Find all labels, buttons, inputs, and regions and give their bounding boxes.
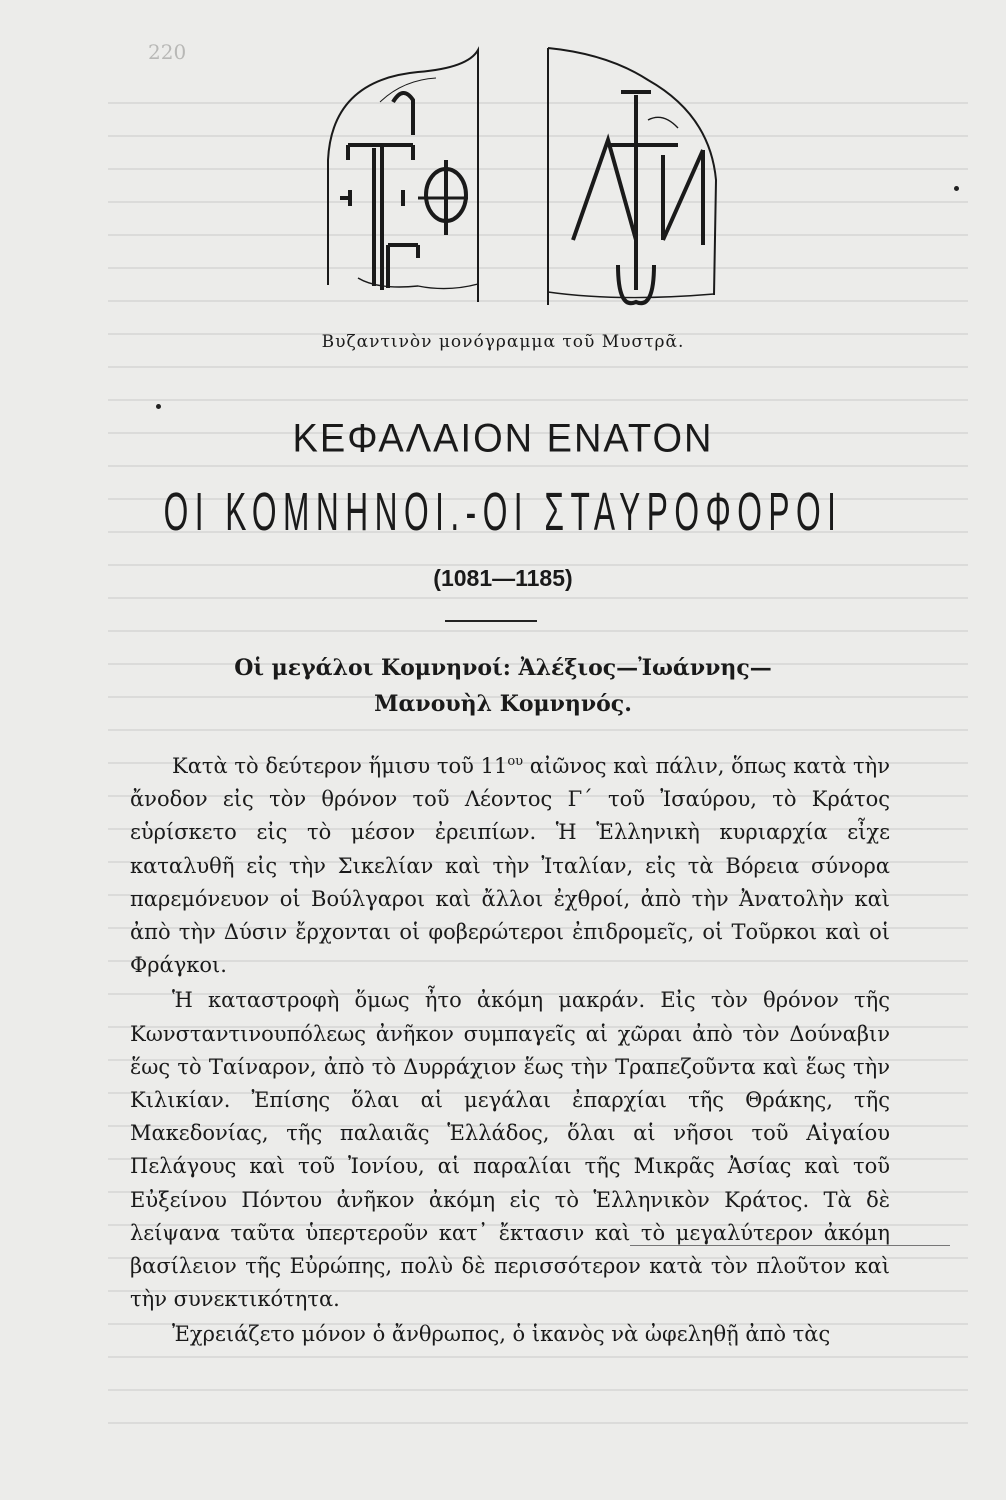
ordinal-superscript: ου — [507, 754, 524, 769]
paragraph-1-start: Κατὰ τὸ δεύτερον ἥμισυ τοῦ 11 — [172, 754, 508, 778]
section-heading — [160, 650, 846, 722]
paragraph-2: Ἡ καταστροφὴ ὅμως ἦτο ἀκόμη μακράν. Εἰς τὸν θρόνον τῆς Κωνσταντινουπόλεως ἀνῆκον συμπαγεῖς αἱ χῶραι ἀπὸ τὸν Δούναβιν ἕως τὸ Ταίναρον, ἀπὸ τὸ Δυρράχιον ἕως τὴν Τραπεζοῦντα καὶ ἕως τὴν Κιλικίαν. Ἐπίσης ὅλαι αἱ μεγάλαι ἐπαρχίαι τῆς Θράκης, τῆς Μακεδονίας, τῆς παλαιᾶς Ἑλλάδος, ὅλαι αἱ νῆσοι τοῦ Αἰγαίου Πελάγους καὶ τοῦ Ἰονίου, αἱ παραλίαι τῆς Μικρᾶς Ἀσίας καὶ τοῦ Εὐξείνου Πόντου ἀνῆκον ἀκόμη εἰς τὸ Ἑλληνικὸν Κράτος. Τὰ δὲ λείψανα ταῦτα ὑπερτεροῦν κατ᾽ ἔκτασιν καὶ τὸ μεγαλύτερον ἀκόμη βασίλειον τῆς Εὐρώπης, πολὺ δὲ περισσότερον κατὰ τὸν πλοῦτον καὶ τὴν συνεκτικότητα. — [130, 988, 890, 1312]
section-heading-line-2: Μανουὴλ Κομνηνός. — [374, 691, 632, 717]
chapter-dates: (1081—1185) — [433, 565, 573, 591]
monogram-left-stone — [328, 50, 478, 302]
paragraph-1-rest: αἰῶνος καὶ πάλιν, ὅπως κατὰ τὴν ἄνοδον εἰς τὸν θρόνον τοῦ Λέοντος Γ´ τοῦ Ἰσαύρου, τὸ Κράτος εὑρίσκετο εἰς τὸ μέσον ἐρειπίων. Ἡ Ἑλληνικὴ κυριαρχία εἶχε καταλυθῆ εἰς τὴν Σικελίαν καὶ τὴν Ἰταλίαν, εἰς τὰ Βόρεια σύνορα παρεμόνευον οἱ Βούλγαροι καὶ ἄλλοι ἐχθροί, ἀπὸ τὴν Ἀνατολὴν καὶ ἀπὸ τὴν Δύσιν ἔρχονται οἱ φοβερώτεροι ἐπιδρομεῖς, οἱ Τοῦρκοι καὶ οἱ Φράγκοι. — [130, 754, 890, 978]
chapter-label: ΚΕΦΑΛΑΙΟΝ ΕΝΑΤΟΝ — [292, 416, 714, 462]
body-text — [130, 750, 890, 1352]
paragraph-3: Ἐχρειάζετο μόνον ὁ ἄνθρωπος, ὁ ἱκανὸς νὰ ὠφεληθῇ ἀπὸ τὰς — [172, 1322, 831, 1347]
section-heading-line-1: Οἱ μεγάλοι Κομνηνοί: Ἀλέξιος—Ἰωάννης— — [234, 655, 772, 681]
paragraph-1 — [130, 750, 890, 982]
chapter-title: ΟΙ ΚΟΜΝΗΝΟΙ.-ΟΙ ΣΤΑΥΡΟΦΟΡΟΙ — [163, 482, 843, 543]
ink-speck — [954, 186, 959, 191]
page-number: 220 — [148, 40, 187, 64]
figure-caption: Βυζαντινὸν μονόγραμμα τοῦ Μυστρᾶ. — [321, 332, 685, 352]
divider-rule — [445, 620, 537, 622]
ink-speck — [156, 404, 161, 409]
show-through-rule — [630, 1245, 950, 1246]
byzantine-monogram-figure — [318, 40, 728, 340]
